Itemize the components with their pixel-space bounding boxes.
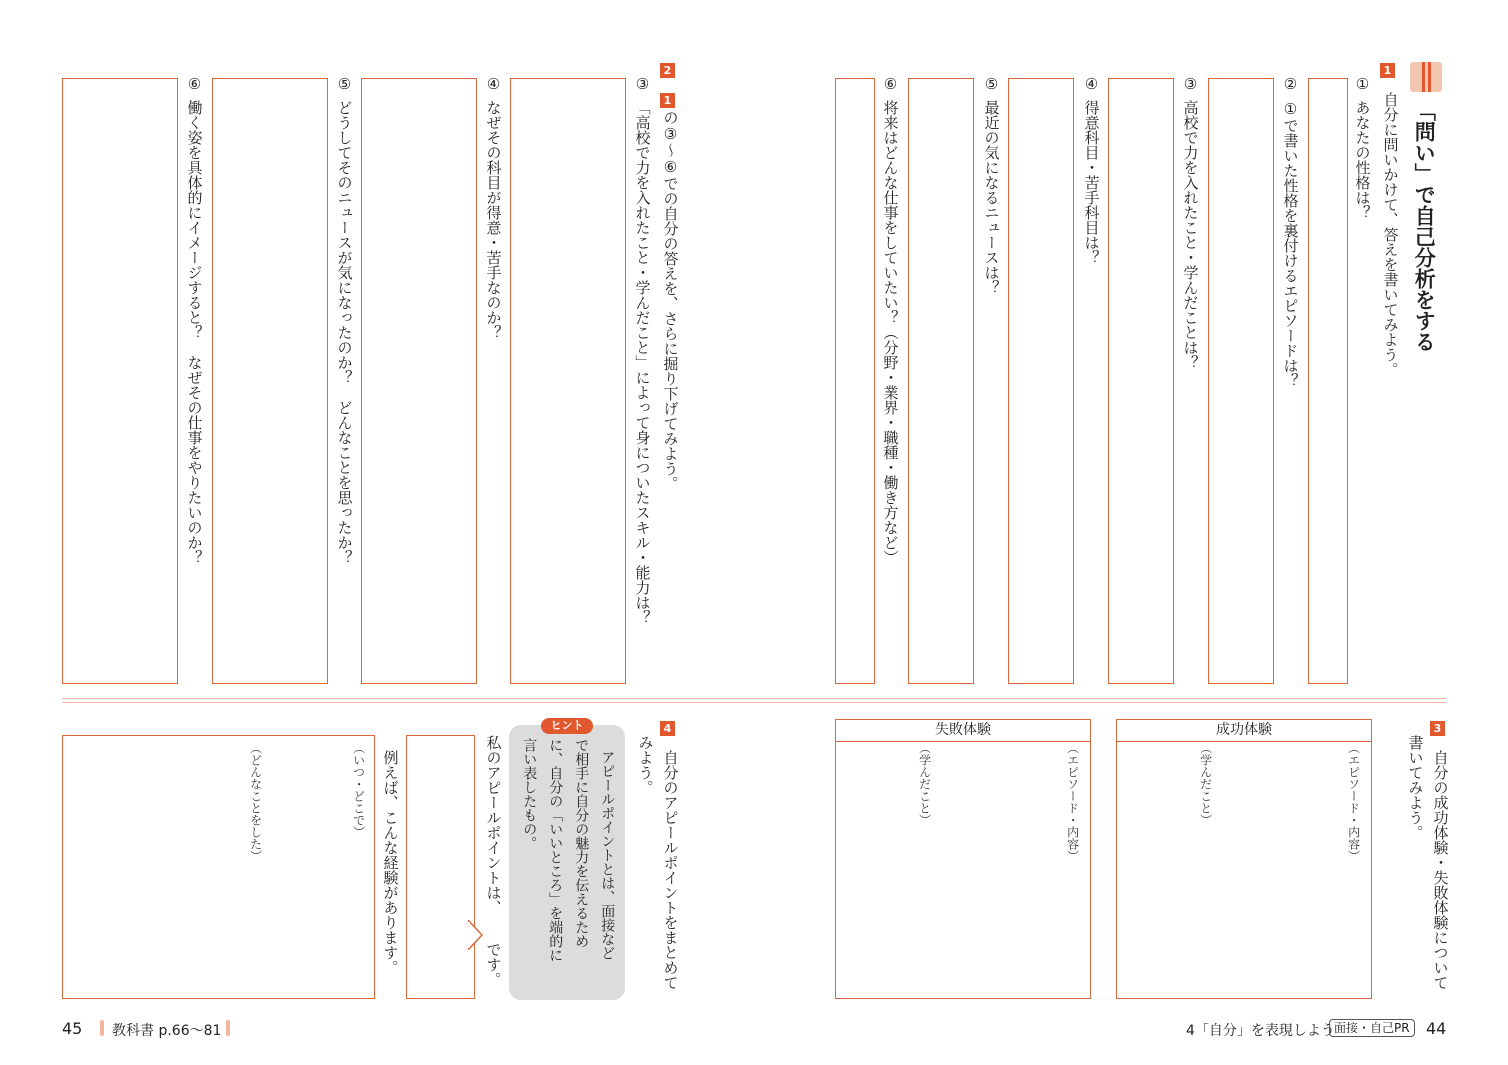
- failure-experience-box[interactable]: [835, 719, 1091, 999]
- page-title: 「問い」で自己分析をする: [1412, 100, 1437, 352]
- answer-box-q1[interactable]: [1308, 78, 1348, 684]
- section-1-instruction: 自分に問いかけて、答えを書いてみよう。: [1381, 92, 1400, 377]
- right-page-number: 44: [1426, 1019, 1447, 1038]
- deepdive-5-text: どうしてそのニュースが気になったのか？ どんなことを思ったか？: [335, 100, 354, 565]
- section-divider-top: [62, 698, 1446, 699]
- hint-line-4: 言い表したもの。: [521, 738, 538, 850]
- failure-learned-label: （学んだこと）: [917, 742, 932, 826]
- question-2-number: ②: [1281, 75, 1300, 93]
- hint-line-2: で相手に自分の魅力を伝えるため: [573, 738, 590, 948]
- section-4-instruction-line2: みよう。: [636, 735, 655, 795]
- success-episode-label: （エピソード・内容）: [1346, 742, 1361, 862]
- what-did-label: （どんなことをした）: [248, 742, 263, 862]
- answer-box-q3[interactable]: [1108, 78, 1174, 684]
- appeal-point-prefix: 私のアピールポイントは、: [484, 735, 503, 915]
- chapter-tag: 面接・自己PR: [1329, 1019, 1415, 1037]
- question-3-number: ③: [1181, 75, 1200, 93]
- deepdive-3-text: 「高校で力を入れたこと・学んだこと」によって身についたスキル・能力は？: [633, 100, 652, 625]
- hint-tag: ヒント: [541, 718, 593, 734]
- textbook-reference: 教科書 p.66～81: [112, 1023, 222, 1039]
- deepdive-5-number: ⑤: [335, 75, 354, 93]
- question-5-number: ⑤: [982, 75, 1001, 93]
- section-1-badge: 1: [1380, 63, 1395, 78]
- example-intro: 例えば、こんな経験があります。: [381, 750, 400, 975]
- appeal-point-suffix: です。: [484, 942, 503, 987]
- question-6-number: ⑥: [881, 75, 900, 93]
- deepdive-box-6[interactable]: [62, 78, 178, 684]
- answer-box-q4[interactable]: [1008, 78, 1074, 684]
- failure-experience-header: 失敗体験: [836, 720, 1090, 742]
- question-1-number: ①: [1353, 75, 1372, 93]
- answer-box-q5[interactable]: [908, 78, 974, 684]
- deepdive-6-text: 働く姿を具体的にイメージすると？ なぜその仕事をやりたいのか？: [185, 100, 204, 565]
- deepdive-box-5[interactable]: [212, 78, 328, 684]
- question-4-number: ④: [1082, 75, 1101, 93]
- success-learned-label: （学んだこと）: [1198, 742, 1213, 826]
- section-divider-bottom: [62, 702, 1446, 703]
- left-page-number: 45: [62, 1019, 83, 1038]
- failure-episode-label: （エピソード・内容）: [1065, 742, 1080, 862]
- success-experience-box[interactable]: [1116, 719, 1372, 999]
- answer-box-q2[interactable]: [1208, 78, 1274, 684]
- section-1-reference-badge: 1: [660, 93, 675, 108]
- deepdive-4-number: ④: [484, 75, 503, 93]
- question-1-text: あなたの性格は？: [1353, 100, 1372, 220]
- footer-ref-decoration-left: [100, 1020, 104, 1036]
- example-experience-box[interactable]: [62, 735, 375, 999]
- chapter-title: 4「自分」を表現しよう: [1186, 1023, 1335, 1039]
- question-3-text: 高校で力を入れたこと・学んだことは？: [1181, 100, 1200, 370]
- deepdive-3-number: ③: [633, 75, 652, 93]
- question-5-text: 最近の気になるニュースは？: [982, 100, 1001, 295]
- section-3-badge: 3: [1430, 721, 1445, 736]
- question-4-text: 得意科目・苦手科目は？: [1082, 100, 1101, 265]
- success-experience-header: 成功体験: [1117, 720, 1371, 742]
- section-2-instruction: の③～⑥での自分の答えを、さらに掘り下げてみよう。: [661, 110, 680, 491]
- appeal-box-pointer: [468, 920, 484, 950]
- deepdive-4-text: なぜその科目が得意・苦手なのか？: [484, 100, 503, 340]
- deepdive-box-3[interactable]: [510, 78, 626, 684]
- hint-line-3: に、自分の「いいところ」を端的に: [547, 738, 564, 962]
- section-2-badge: 2: [660, 63, 675, 78]
- question-2-text: ①で書いた性格を裏付けるエピソードは？: [1281, 100, 1300, 388]
- when-where-label: （いつ・どこで）: [351, 742, 366, 838]
- footer-ref-decoration-right: [226, 1020, 230, 1036]
- deepdive-6-number: ⑥: [185, 75, 204, 93]
- section-3-instruction-line1: 自分の成功体験・失敗体験について: [1431, 750, 1450, 990]
- title-decoration: [1410, 62, 1442, 92]
- section-3-instruction-line2: 書いてみよう。: [1406, 735, 1425, 840]
- deepdive-box-4[interactable]: [361, 78, 477, 684]
- section-4-instruction-line1: 自分のアピールポイントをまとめて: [661, 750, 680, 990]
- section-4-badge: 4: [660, 721, 675, 736]
- answer-box-q6[interactable]: [835, 78, 875, 684]
- question-6-text: 将来はどんな仕事をしていたい？（分野・業界・職種・働き方など）: [881, 100, 900, 565]
- appeal-point-box[interactable]: [406, 735, 475, 999]
- hint-line-1: アピールポイントとは、面接など: [599, 750, 616, 960]
